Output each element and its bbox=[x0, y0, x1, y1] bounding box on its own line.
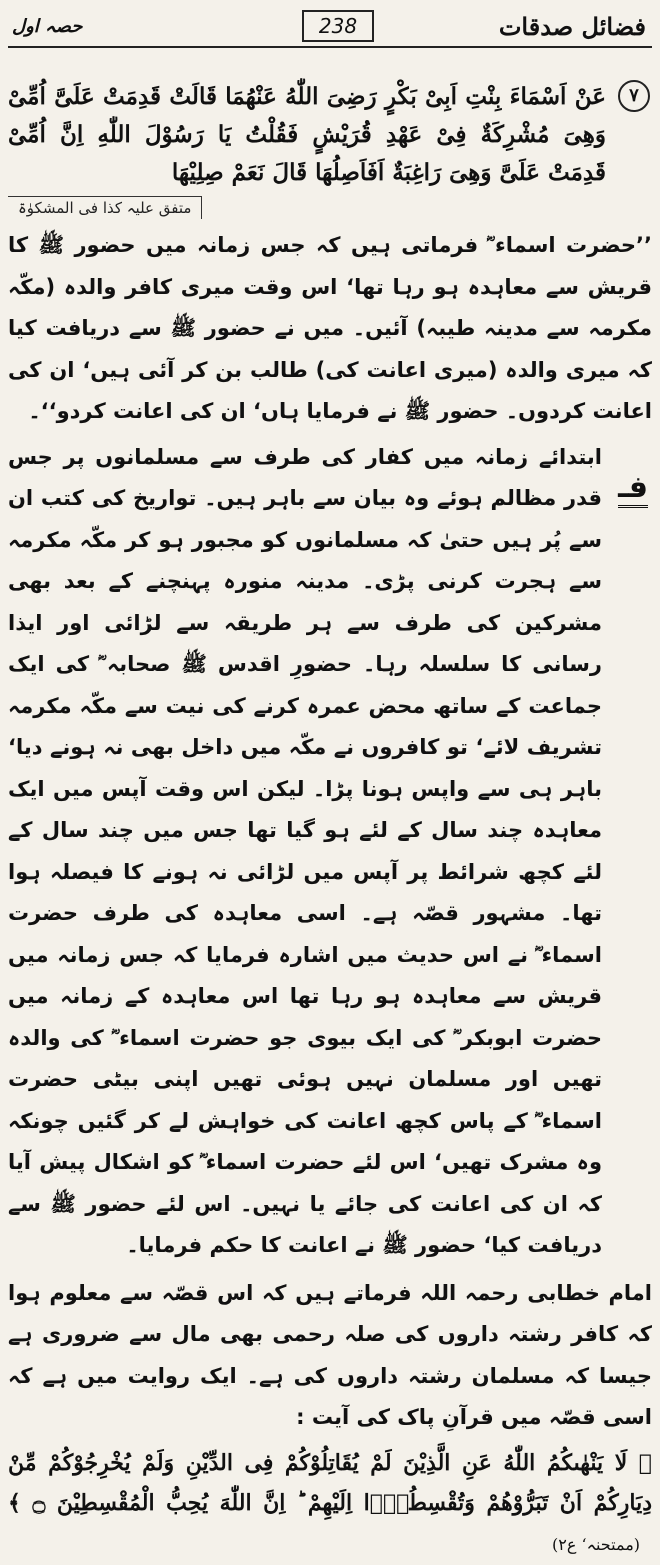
fa-marker: فـ bbox=[618, 471, 648, 508]
quran-verse-reference: (ممتحنہ‘ ع۲) bbox=[552, 1534, 640, 1554]
commentary-paragraph bbox=[8, 437, 652, 1267]
hadith-arabic-text: عَنْ اَسْمَاءَ بِنْتِ اَبِیْ بَكْرٍ رَضِیَ اللّٰهُ عَنْهُمَا قَالَتْ قَدِمَتْ عَلَیَّ اُمِّیْ وَهِیَ مُشْرِكَةٌ فِیْ عَهْدِ قُرَیْشٍ فَقُلْتُ یَا رَسُوْلَ اللّٰهِ اِنَّ اُمِّیْ قَدِمَتْ عَلَیَّ وَهِیَ رَاغِبَةٌ اَفَاَصِلُهَا قَالَ نَعَمْ صِلِیْهَا bbox=[8, 83, 606, 186]
hadith-reference-row bbox=[8, 192, 652, 219]
page-content bbox=[8, 78, 652, 1565]
book-title: فضائل صدقات bbox=[498, 12, 646, 41]
hadith-translation: ’’حضرت اسماء ؓ فرماتی ہیں کہ جس زمانہ میں حضور ﷺ کا قریش سے معاہدہ ہو رہا تھا‘ اس وقت میری کافر والدہ (مکّہ مکرمہ سے مدینہ طیبہ) آئیں۔ میں نے حضور ﷺ سے دریافت کیا کہ میری والدہ (میری اعانت کی) طالب بن کر آئی ہیں‘ ان کی اعانت کردوں۔ حضور ﷺ نے فرمایا ہاں‘ ان کی اعانت کردو‘‘۔ bbox=[8, 233, 652, 423]
page-number: 238 bbox=[302, 10, 374, 42]
quran-verse bbox=[8, 1443, 652, 1565]
header-divider bbox=[8, 46, 652, 48]
commentary-text: ابتدائے زمانہ میں کفار کی طرف سے مسلمانوں پر جس قدر مظالم ہوئے وہ بیان سے باہر ہیں۔ تواریخ کی کتب ان سے پُر ہیں حتیٰ کہ مسلمانوں کو مجبور ہو کر مکّہ مکرمہ سے ہجرت کرنی پڑی۔ مدینہ منورہ پہنچنے کے بعد بھی مشرکین کی طرف سے ہر طریقہ سے لڑائی اور ایذا رسانی کا سلسلہ رہا۔ حضورِ اقدس ﷺ صحابہ ؓ کی ایک جماعت کے ساتھ محض عمرہ کرنے کی نیت سے مکّہ مکرمہ تشریف لائے‘ تو کافروں نے مکّہ میں داخل بھی نہ ہونے دیا‘ باہر ہی سے واپس ہونا پڑا۔ لیکن اس وقت آپس میں ایک معاہدہ چند سال کے لئے ہو گیا تھا جس میں چند سال کے لئے کچھ شرائط پر آپس میں لڑائی نہ ہونے کا فیصلہ ہوا تھا۔ مشہور قصّہ ہے۔ اسی معاہدہ کی طرف حضرت اسماء ؓ نے اس حدیث میں اشارہ فرمایا کہ جس زمانہ میں قریش سے معاہدہ ہو رہا تھا اس معاہدہ کے زمانہ میں حضرت ابوبکر ؓ کی ایک بیوی جو حضرت اسماء ؓ کی والدہ تھیں اور مسلمان نہیں ہوئی تھیں اپنی بیٹی حضرت اسماء ؓ کے پاس کچھ اعانت کی خواہش لے کر گئیں چونکہ وہ مشرک تھیں‘ اس لئے حضرت اسماء ؓ کو اشکال پیش آیا کہ ان کی اعانت کی جائے یا نہیں۔ اس لئے حضور ﷺ سے دریافت کیا‘ حضور ﷺ نے اعانت کا حکم فرمایا۔ bbox=[8, 444, 602, 1257]
hadith-arabic bbox=[8, 78, 652, 192]
section-label: حصہ اول bbox=[12, 16, 83, 37]
quran-verse-text: ﴿ لَا یَنْهٰىكُمُ اللّٰهُ عَنِ الَّذِیْنَ لَمْ یُقَاتِلُوْكُمْ فِی الدِّیْنِ وَلَمْ یُخْرِجُوْكُمْ مِّنْ دِیَارِكُمْ اَنْ تَبَرُّوْهُمْ وَتُقْسِطُوْۤا اِلَیْهِمْ ؕ اِنَّ اللّٰهَ یُحِبُّ الْمُقْسِطِیْنَ ۝ ﴾ bbox=[8, 1449, 652, 1516]
hadith-reference: متفق علیہ کذا فی المشکوٰۃ bbox=[8, 196, 202, 219]
page-header bbox=[8, 6, 652, 52]
hadith-number-badge: ۷ bbox=[618, 80, 650, 112]
khattabi-paragraph: امام خطابی رحمہ اللہ فرماتے ہیں کہ اس قصّہ سے معلوم ہوا کہ کافر رشتہ داروں کی صلہ رحمی بھی مال سے ضروری ہے جیسا کہ مسلمان رشتہ داروں کی ہے۔ ایک روایت میں ہے کہ اسی قصّہ میں قرآنِ پاک کی آیت : bbox=[8, 1280, 652, 1429]
